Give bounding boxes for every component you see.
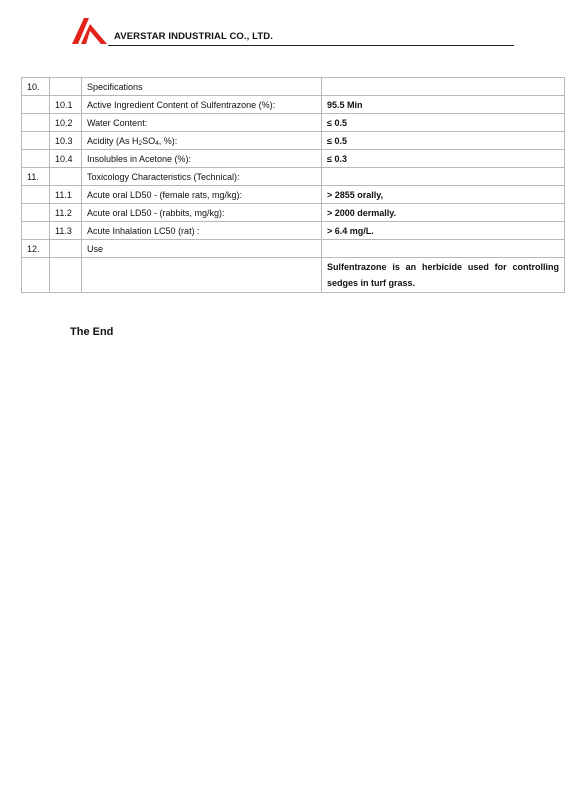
item-number: 10.4 [50, 150, 82, 168]
item-value [322, 240, 565, 258]
use-description: Sulfentrazone is an herbicide used for controlling sedges in turf grass. [322, 258, 565, 293]
item-number [50, 258, 82, 293]
item-label: Acute Inhalation LC50 (rat) : [82, 222, 322, 240]
table-row [22, 168, 565, 186]
item-label: Water Content: [82, 114, 322, 132]
table-row [22, 186, 565, 204]
company-name: AVERSTAR INDUSTRIAL CO., LTD. [114, 31, 273, 42]
header-rule [108, 45, 514, 46]
item-label: Acidity (As $H_2SO_4$, %): [82, 132, 322, 150]
item-number: 10.1 [50, 96, 82, 114]
item-value: ≤ 0.5 [322, 114, 565, 132]
item-value [322, 168, 565, 186]
item-label: Use [82, 240, 322, 258]
table-row [22, 204, 565, 222]
item-number: 11.2 [50, 204, 82, 222]
section-number [22, 186, 50, 204]
item-number [50, 78, 82, 96]
section-number [22, 132, 50, 150]
table-row [22, 150, 565, 168]
section-number: 10. [22, 78, 50, 96]
table-row [22, 132, 565, 150]
item-label: Toxicology Characteristics (Technical): [82, 168, 322, 186]
the-end-text: The End [70, 326, 114, 338]
item-label: Acute oral LD50 - (rabbits, mg/kg): [82, 204, 322, 222]
table-row [22, 96, 565, 114]
section-number [22, 204, 50, 222]
table-row [22, 78, 565, 96]
item-label: Acute oral LD50 - (female rats, mg/kg): [82, 186, 322, 204]
section-number [22, 258, 50, 293]
section-number: 11. [22, 168, 50, 186]
item-value: ≤ 0.5 [322, 132, 565, 150]
section-number [22, 150, 50, 168]
item-number: 10.2 [50, 114, 82, 132]
table-row [22, 114, 565, 132]
section-number [22, 114, 50, 132]
item-number [50, 240, 82, 258]
table-row [22, 240, 565, 258]
item-value: > 2855 orally, [322, 186, 565, 204]
item-value: > 6.4 mg/L. [322, 222, 565, 240]
section-number: 12. [22, 240, 50, 258]
averstar-logo-icon [72, 18, 110, 44]
item-number: 11.3 [50, 222, 82, 240]
item-number [50, 168, 82, 186]
item-value: 95.5 Min [322, 96, 565, 114]
item-number: 11.1 [50, 186, 82, 204]
section-number [22, 96, 50, 114]
page-header [72, 18, 514, 48]
item-label: Insolubles in Acetone (%): [82, 150, 322, 168]
item-value: ≤ 0.3 [322, 150, 565, 168]
item-label: Active Ingredient Content of Sulfentrazone (%): [82, 96, 322, 114]
item-label [82, 258, 322, 293]
section-number [22, 222, 50, 240]
specification-table [21, 77, 565, 293]
item-value [322, 78, 565, 96]
item-number: 10.3 [50, 132, 82, 150]
item-value: > 2000 dermally. [322, 204, 565, 222]
item-label: Specifications [82, 78, 322, 96]
table-row [22, 222, 565, 240]
table-row [22, 258, 565, 293]
